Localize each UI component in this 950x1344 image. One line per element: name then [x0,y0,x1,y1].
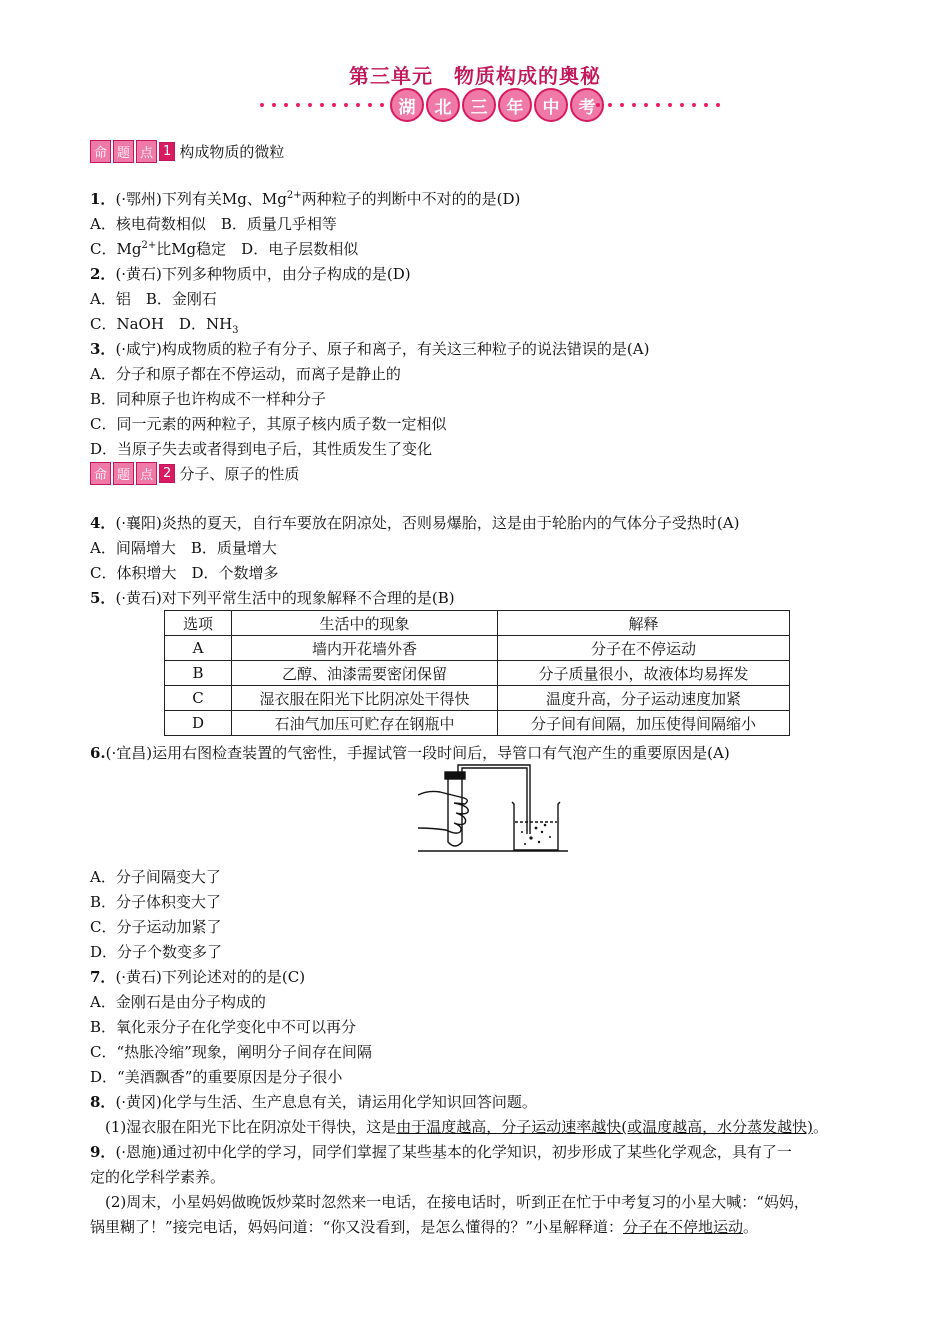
table-row [165,686,790,711]
q7-option-b: B．氧化汞分子在化学变化中不可以再分 [90,1018,357,1036]
decorative-dots-left [260,103,384,107]
q7-option-a: A．金刚石是由分子构成的 [90,993,266,1011]
section-tag-2: 命 题 点 2 分子、原子的性质 [90,462,299,485]
section-tag-1: 命 题 点 1 构成物质的微粒 [90,140,284,163]
table-cell: 分子在不停运动 [498,636,790,661]
table-row [165,636,790,661]
q6-option-a: A．分子间隔变大了 [90,868,221,886]
q4-options-cd: C．体积增大 D．个数增多 [90,564,279,582]
q3-option-c: C．同一元素的两种粒子，其原子核内质子数一定相似 [90,415,447,433]
q6-option-b: B．分子体积变大了 [90,893,222,911]
table-cell: A [165,636,232,661]
q1-options-cd: C．$Mg^{2+}$比Mg稳定 D．电子层数相似 [90,240,359,258]
table-header: 选项 [165,611,232,636]
q9-stem-cont: 定的化学科学素养。 [90,1168,226,1186]
table-cell: 温度升高，分子运动速度加紧 [498,686,790,711]
table-row [165,711,790,736]
section-label: 分子、原子的性质 [179,465,300,483]
airtightness-apparatus-illustration [418,762,570,854]
banner-circles [390,88,604,122]
question-9: 9．(·恩施)通过初中化学的学习，同学们掌握了某些基本的化学知识，初步形成了某些化学观念，具有了一 [90,1143,792,1161]
banner-char: 北 [426,88,460,122]
table-cell: 墙内开花墙外香 [232,636,498,661]
q8-answer: 由于温度越高，分子运动速率越快(或温度越高，水分蒸发越快) [396,1118,813,1136]
table-cell: 分子间有间隔，加压使得间隔缩小 [498,711,790,736]
banner-char: 湖 [390,88,424,122]
q2-options-ab: A．铝 B．金刚石 [90,290,217,308]
table-cell: 乙醇、油漆需要密闭保留 [232,661,498,686]
table-cell: 石油气加压可贮存在钢瓶中 [232,711,498,736]
q3-option-a: A．分子和原子都在不停运动，而离子是静止的 [90,365,401,383]
q4-options-ab: A．间隔增大 B．质量增大 [90,539,277,557]
question-4: 4．(·襄阳)炎热的夏天，自行车要放在阴凉处，否则易爆胎，这是由于轮胎内的气体分子受热时(A) [90,514,740,532]
q9-sub-2: (2)周末，小星妈妈做晚饭炒菜时忽然来一电话，在接电话时，听到正在忙于中考复习的小星大喊：“妈妈， [105,1193,809,1211]
q3-option-d: D．当原子失去或者得到电子后，其性质发生了变化 [90,440,433,458]
table-header: 解释 [498,611,790,636]
q5-table [164,610,790,736]
section-label: 构成物质的微粒 [179,143,285,161]
question-1: 1．(·鄂州)下列有关Mg、$Mg^{2+}$两种粒子的判断中不对的的是(D) [90,190,521,208]
q7-option-d: D．“美酒飘香”的重要原因是分子很小 [90,1068,343,1086]
banner-char: 中 [534,88,568,122]
banner-char: 考 [570,88,604,122]
q9-answer: 分子在不停地运动 [623,1218,744,1236]
table-header-row [165,611,790,636]
table-cell: B [165,661,232,686]
page-title: 第三单元 物质构成的奥秘 [349,64,601,88]
q3-option-b: B．同种原子也许构成不一样种分子 [90,390,327,408]
question-3: 3．(·咸宁)构成物质的粒子有分子、原子和离子，有关这三种粒子的说法错误的是(A) [90,340,650,358]
question-5: 5．(·黄石)对下列平常生活中的现象解释不合理的是(B) [90,589,455,607]
table-cell: 湿衣服在阳光下比阴凉处干得快 [232,686,498,711]
question-7: 7．(·黄石)下列论述对的的是(C) [90,968,306,986]
table-cell: 分子质量很小，故液体均易挥发 [498,661,790,686]
q6-option-c: C．分子运动加紧了 [90,918,222,936]
decorative-dots-right [596,103,720,107]
question-6: 6.(·宜昌)运用右图检查装置的气密性，手握试管一段时间后，导管口有气泡产生的重要原因是(A) [90,744,730,762]
banner-char: 三 [462,88,496,122]
title-banner [260,88,720,122]
table-header: 生活中的现象 [232,611,498,636]
question-8: 8．(·黄冈)化学与生活、生产息息有关，请运用化学知识回答问题。 [90,1093,537,1111]
table-cell: C [165,686,232,711]
q1-options-ab: A．核电荷数相似 B．质量几乎相等 [90,215,337,233]
q6-option-d: D．分子个数变多了 [90,943,223,961]
banner-char: 年 [498,88,532,122]
q2-options-cd: C．NaOH D．$NH_3$ [90,315,239,336]
table-cell: D [165,711,232,736]
q9-sub-2-cont: 锅里糊了！”接完电话，妈妈问道：“你又没看到，是怎么懂得的？”小星解释道：分子在不停地运动。 [90,1218,759,1236]
table-row [165,661,790,686]
q7-option-c: C．“热胀冷缩”现象，阐明分子间存在间隔 [90,1043,372,1061]
question-2: 2．(·黄石)下列多种物质中，由分子构成的是(D) [90,265,411,283]
q8-sub-1: (1)湿衣服在阳光下比在阴凉处干得快，这是由于温度越高，分子运动速率越快(或温度越高，水分蒸发越快)。 [105,1118,828,1136]
